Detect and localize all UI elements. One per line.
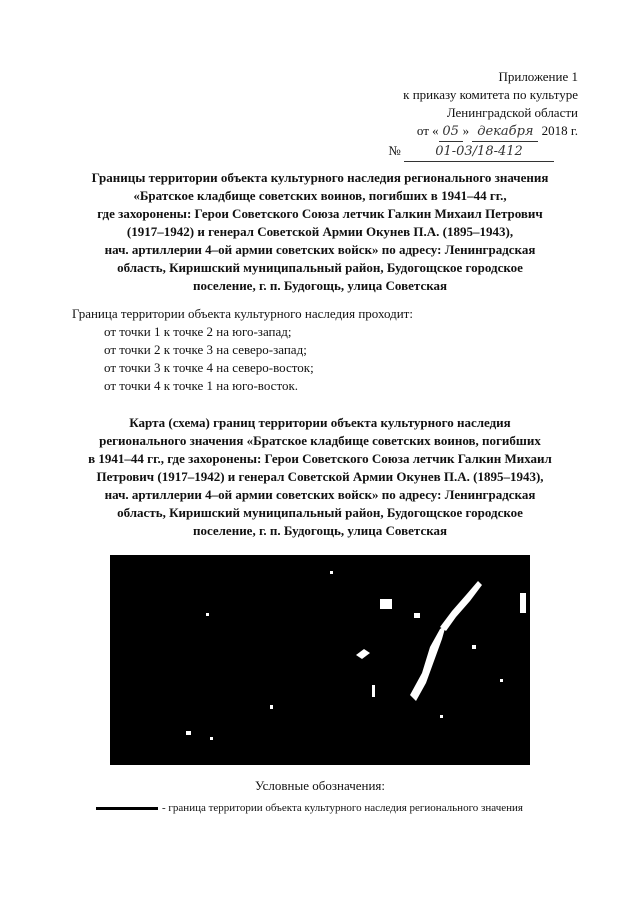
boundary-description <box>72 305 413 395</box>
appendix-number-line <box>388 142 554 162</box>
heading-line: Границы территории объекта культурного наследия регионального значения <box>91 170 549 185</box>
map-road-segment <box>410 625 446 701</box>
heading-line: регионального значения «Братское кладбище советских воинов, погибших <box>99 433 541 448</box>
appendix-order-line: к приказу комитета по культуре <box>403 87 578 102</box>
heading-line: нач. артиллерии 4–ой армии советских войск» по адресу: Ленинградская <box>104 487 536 502</box>
map-bright-patch <box>380 599 392 609</box>
map-road-segment <box>356 649 370 659</box>
legend-item <box>96 802 523 814</box>
map-bright-patch <box>500 679 503 682</box>
boundary-item: от точки 2 к точке 3 на северо-запад; <box>104 342 307 357</box>
date-year: 2018 г. <box>541 123 578 138</box>
heading-line: область, Киришский муниципальный район, Будогощское городское <box>117 505 523 520</box>
map-bright-patch <box>414 613 420 618</box>
number-prefix: № <box>388 143 401 158</box>
heading-line: Петрович (1917–1942) и генерал Советской Армии Окунев П.А. (1895–1943), <box>96 469 544 484</box>
heading-line: нач. артиллерии 4–ой армии советских войск» по адресу: Ленинградская <box>104 242 536 257</box>
map-bright-patch <box>210 737 213 740</box>
boundary-item: от точки 1 к точке 2 на юго-запад; <box>104 324 292 339</box>
map-bright-patch <box>186 731 191 735</box>
map-artifacts <box>110 555 530 765</box>
appendix-title: Приложение 1 <box>498 69 578 84</box>
heading-line: в 1941–44 гг., где захоронены: Герои Советского Союза летчик Галкин Михаил <box>88 451 552 466</box>
appendix-region-line: Ленинградской области <box>446 105 578 120</box>
date-prefix: от « <box>416 123 439 138</box>
heading-line: поселение, г. п. Будогощь, улица Советская <box>192 278 448 293</box>
boundary-heading <box>40 169 600 295</box>
map-bright-patch <box>270 705 273 709</box>
date-month-handwritten: декабря <box>472 123 538 142</box>
heading-line: поселение, г. п. Будогощь, улица Советская <box>192 523 448 538</box>
map-heading <box>40 414 600 540</box>
map-bright-patch <box>206 613 209 616</box>
heading-line: область, Киришский муниципальный район, Будогощское городское <box>117 260 523 275</box>
map-road-segment <box>440 581 482 631</box>
appendix-header <box>388 68 578 162</box>
boundary-intro: Граница территории объекта культурного наследия проходит: <box>72 306 413 321</box>
map-bright-patch <box>472 645 476 649</box>
order-number-handwritten: 01-03/18-412 <box>404 143 554 162</box>
map-bright-patch <box>520 593 526 613</box>
map-bright-patch <box>440 715 443 718</box>
boundary-line-symbol <box>96 807 158 810</box>
heading-line: где захоронены: Герои Советского Союза летчик Галкин Михаил Петрович <box>97 206 543 221</box>
map-bright-patch <box>372 685 375 697</box>
map-image <box>110 555 530 765</box>
date-day-handwritten: 05 <box>439 123 463 142</box>
heading-line: Карта (схема) границ территории объекта культурного наследия <box>129 415 511 430</box>
boundary-item: от точки 4 к точке 1 на юго-восток. <box>104 378 299 393</box>
date-mid: » <box>462 123 470 138</box>
heading-line: (1917–1942) и генерал Советской Армии Окунев П.А. (1895–1943), <box>126 224 514 239</box>
boundary-item: от точки 3 к точке 4 на северо-восток; <box>104 360 314 375</box>
map-bright-patch <box>330 571 333 574</box>
legend-title: Условные обозначения: <box>254 778 386 793</box>
legend-item-label: - граница территории объекта культурного наследия регионального значения <box>162 802 523 814</box>
heading-line: «Братское кладбище советских воинов, погибших в 1941–44 гг., <box>133 188 507 203</box>
appendix-date-line <box>388 122 578 142</box>
